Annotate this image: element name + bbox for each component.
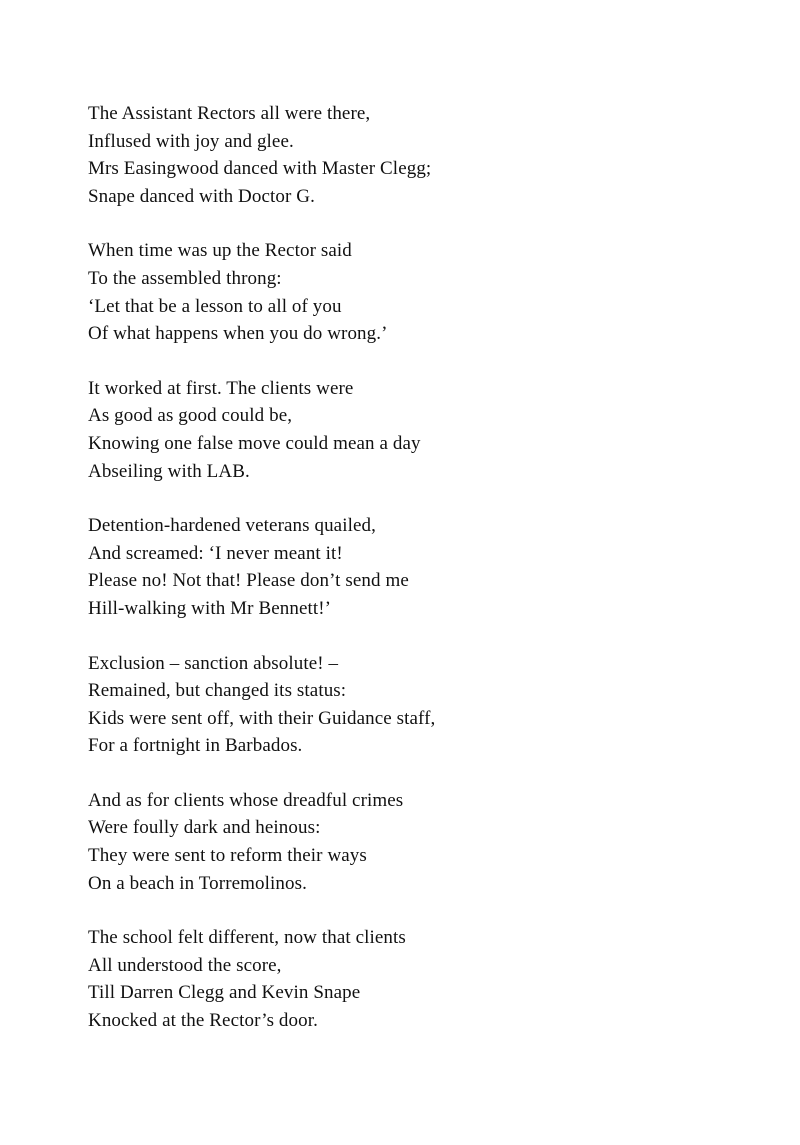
poem-line: And screamed: ‘I never meant it! <box>88 542 343 564</box>
poem-line: They were sent to reform their ways <box>88 845 367 867</box>
poem-line: On a beach in Torremolinos. <box>88 872 307 894</box>
poem-line: The Assistant Rectors all were there, <box>88 103 371 124</box>
poem-line: Snape danced with Doctor G. <box>88 185 315 207</box>
poem-line: As good as good could be, <box>88 405 293 427</box>
poem-line: Inflused with joy and glee. <box>88 130 294 152</box>
poem-line: When time was up the Rector said <box>88 240 352 262</box>
stanza <box>88 512 768 622</box>
poem-line: Knowing one false move could mean a day <box>88 432 421 454</box>
poem-line: For a fortnight in Barbados. <box>88 735 303 757</box>
poem-line: ‘Let that be a lesson to all of you <box>88 295 342 317</box>
poem-line: Detention-hardened veterans quailed, <box>88 515 376 537</box>
stanza <box>88 237 768 347</box>
poem-line: Till Darren Clegg and Kevin Snape <box>88 982 361 1004</box>
poem-line: Mrs Easingwood danced with Master Clegg; <box>88 158 432 180</box>
stanza <box>88 924 768 1034</box>
poem-line: Remained, but changed its status: <box>88 680 347 702</box>
stanza <box>88 787 768 897</box>
poem-line: Were foully dark and heinous: <box>88 817 321 839</box>
poem-line: Of what happens when you do wrong.’ <box>88 323 388 345</box>
stanza <box>88 375 768 485</box>
poem-line: The school felt different, now that clients <box>88 927 406 949</box>
poem-line: Kids were sent off, with their Guidance staff, <box>88 707 436 729</box>
poem-line: It worked at first. The clients were <box>88 377 354 399</box>
poem-line: Abseiling with LAB. <box>88 460 250 482</box>
poem-line: Knocked at the Rector’s door. <box>88 1010 318 1032</box>
poem-line: And as for clients whose dreadful crimes <box>88 789 404 811</box>
poem-line: Hill-walking with Mr Bennett!’ <box>88 597 332 619</box>
poem-line: All understood the score, <box>88 954 282 976</box>
poem-body <box>88 100 768 1062</box>
poem-line: Exclusion – sanction absolute! – <box>88 652 339 674</box>
stanza <box>88 650 768 760</box>
stanza <box>88 100 768 210</box>
poem-line: To the assembled throng: <box>88 267 282 289</box>
poem-line: Please no! Not that! Please don’t send me <box>88 570 409 592</box>
